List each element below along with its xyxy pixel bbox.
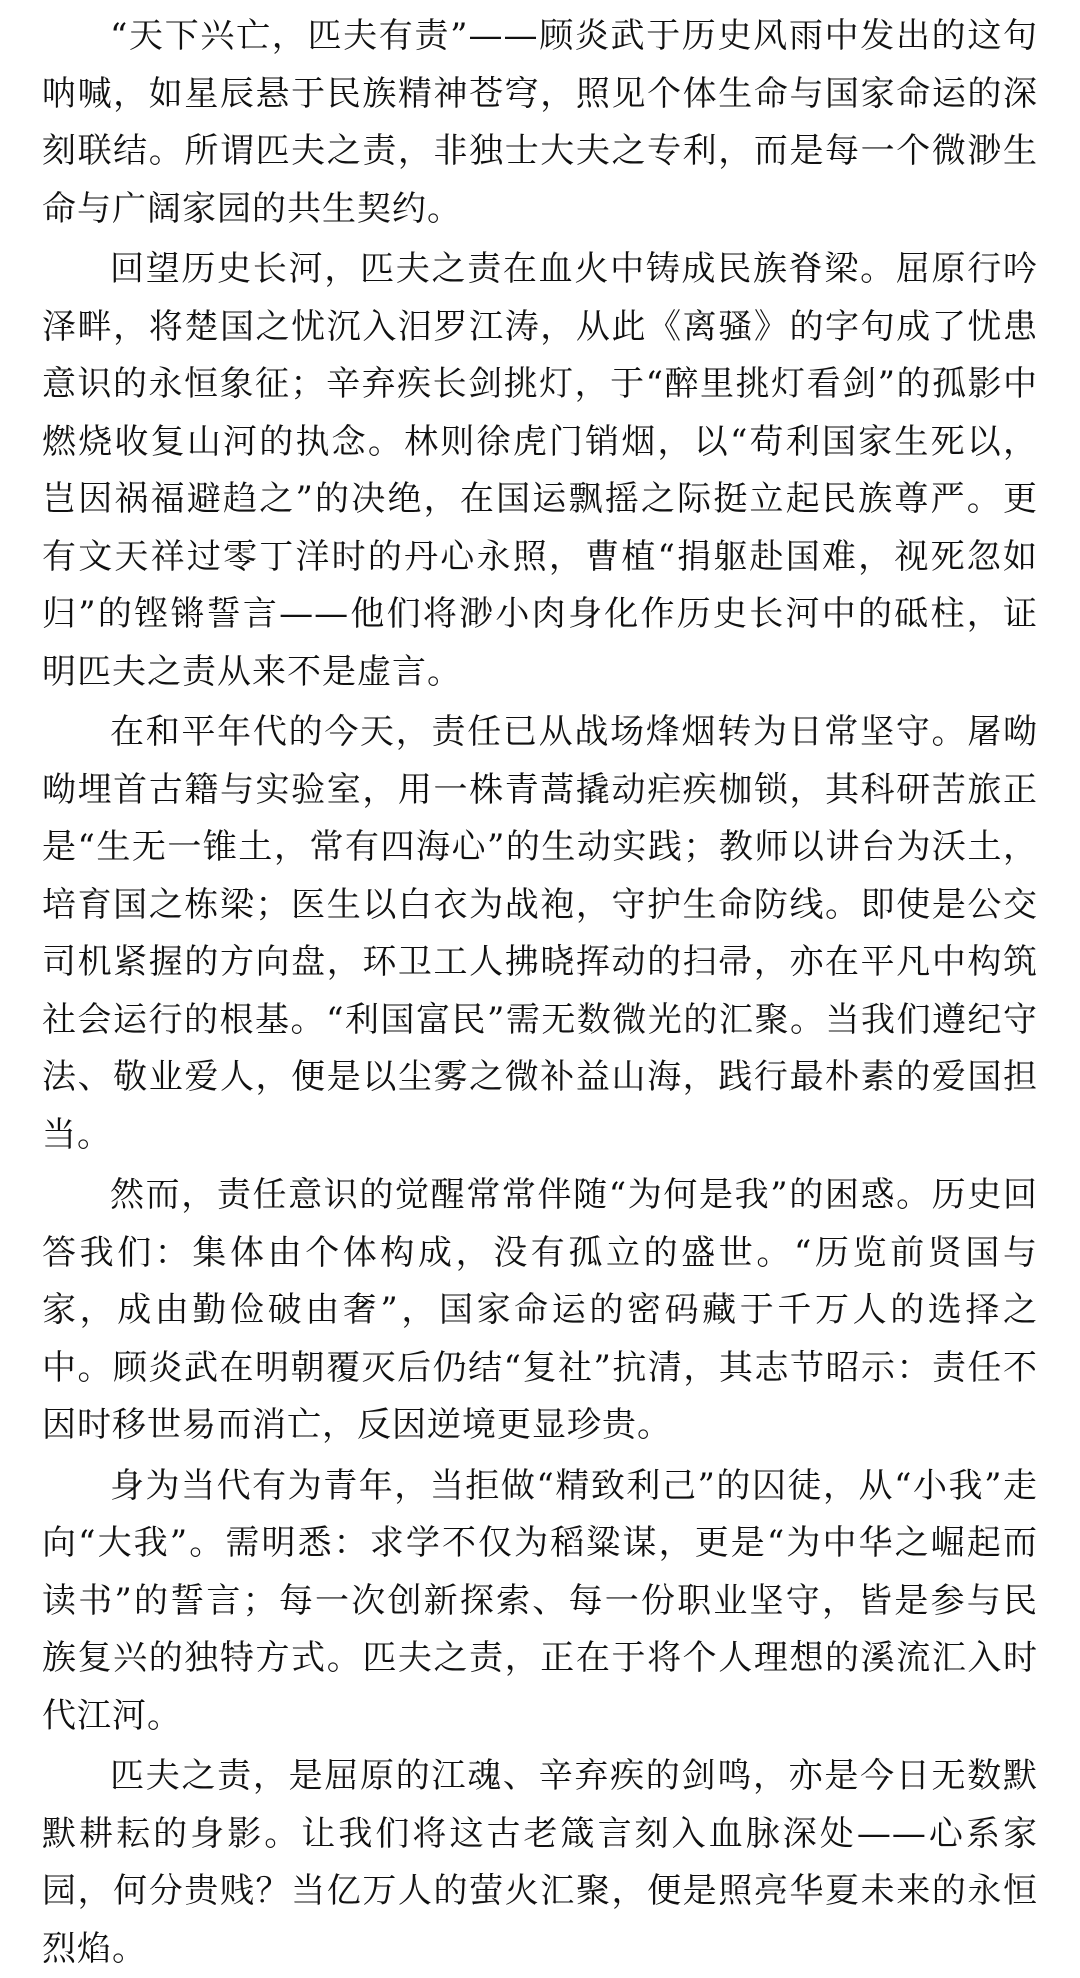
paragraph-2: 回望历史长河，匹夫之责在血火中铸成民族脊梁。屈原行吟泽畔，将楚国之忧沉入汨罗江涛，从此《离骚》的字句成了忧患意识的永恒象征；辛弃疾长剑挑灯，于“醉里挑灯看剑”的孤影中燃烧收复山河的执念。林则徐虎门销烟，以“苟利国家生死以，岂因祸福避趋之”的决绝，在国运飘摇之际挺立起民族尊严。更有文天祥过零丁洋时的丹心永照，曹植“捐躯赴国难，视死忽如归”的铿锵誓言——他们将渺小肉身化作历史长河中的砥柱，证明匹夫之责从来不是虚言。: [42, 249, 1038, 692]
paragraph-5: 身为当代有为青年，当拒做“精致利己”的囚徒，从“小我”走向“大我”。需明悉：求学不仅为稻粱谋，更是“为中华之崛起而读书”的誓言；每一次创新探索、每一份职业坚守，皆是参与民族复兴的独特方式。匹夫之责，正在于将个人理想的溪流汇入时代江河。: [42, 1465, 1038, 1736]
essay-body: [42, 8, 1038, 1978]
paragraph-3: 在和平年代的今天，责任已从战场烽烟转为日常坚守。屠呦呦埋首古籍与实验室，用一株青蒿撬动疟疾枷锁，其科研苦旅正是“生无一锥土，常有四海心”的生动实践；教师以讲台为沃土，培育国之栋梁；医生以白衣为战袍，守护生命防线。即使是公交司机紧握的方向盘，环卫工人拂晓挥动的扫帚，亦在平凡中构筑社会运行的根基。“利国富民”需无数微光的汇聚。当我们遵纪守法、敬业爱人，便是以尘雾之微补益山海，践行最朴素的爱国担当。: [42, 712, 1038, 1155]
paragraph-4: 然而，责任意识的觉醒常常伴随“为何是我”的困惑。历史回答我们：集体由个体构成，没有孤立的盛世。“历览前贤国与家，成由勤俭破由奢”，国家命运的密码藏于千万人的选择之中。顾炎武在明朝覆灭后仍结“复社”抗清，其志节昭示：责任不因时移世易而消亡，反因逆境更显珍贵。: [42, 1175, 1038, 1445]
paragraph-1: “天下兴亡，匹夫有责”——顾炎武于历史风雨中发出的这句呐喊，如星辰悬于民族精神苍穹，照见个体生命与国家命运的深刻联结。所谓匹夫之责，非独士大夫之专利，而是每一个微渺生命与广阔家园的共生契约。: [42, 16, 1038, 229]
paragraph-6: 匹夫之责，是屈原的江魂、辛弃疾的剑鸣，亦是今日无数默默耕耘的身影。让我们将这古老箴言刻入血脉深处——心系家园，何分贵贱？当亿万人的萤火汇聚，便是照亮华夏未来的永恒烈焰。: [42, 1756, 1038, 1969]
